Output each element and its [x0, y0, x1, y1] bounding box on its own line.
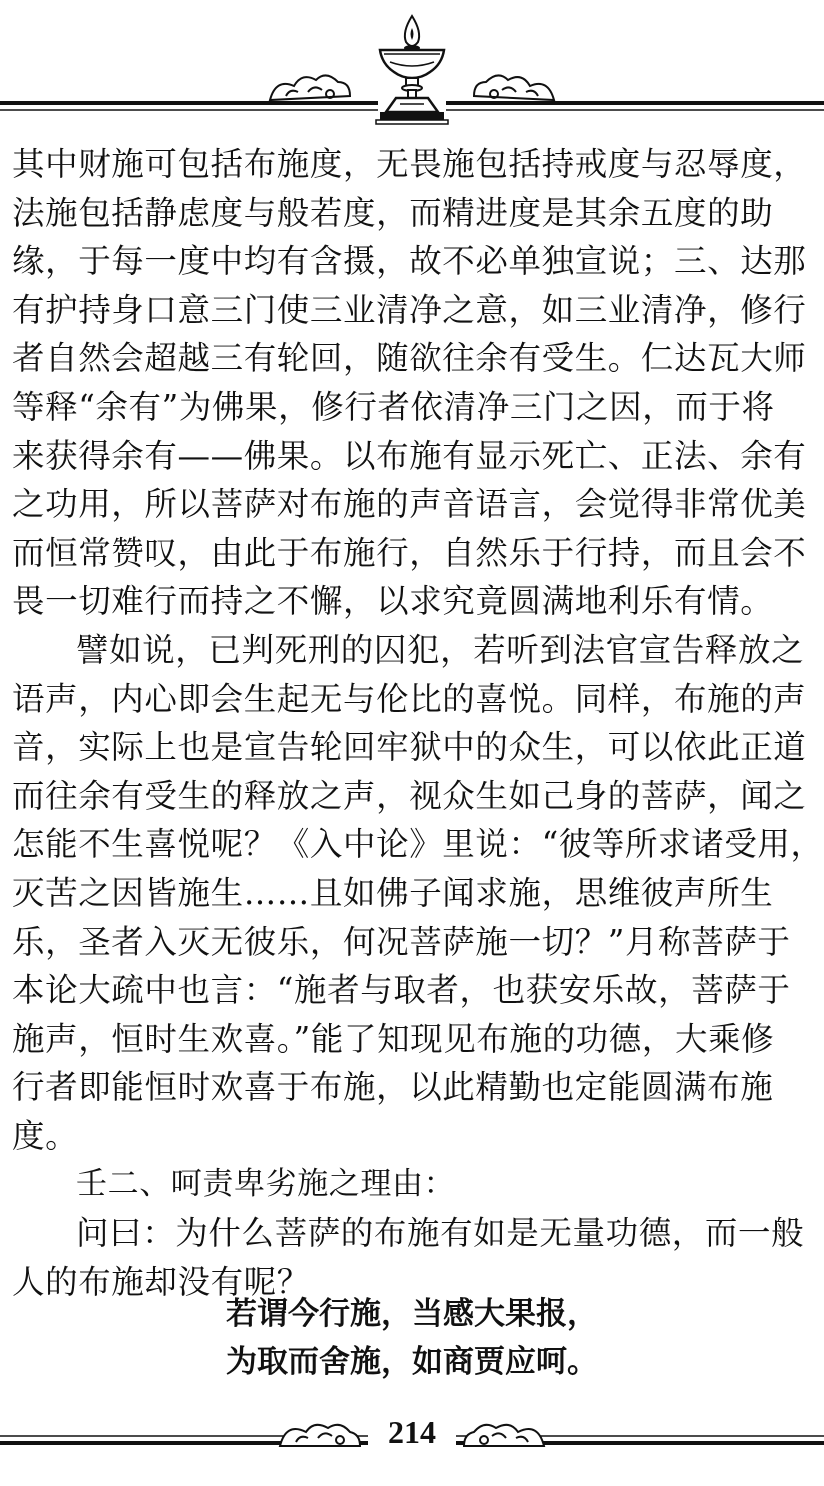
body-line: 灭苦之因皆施生……且如佛子闻求施，思维彼声所生: [12, 873, 774, 912]
paragraph-start-line: 譬如说，已判死刑的囚犯，若听到法官宣告释放之: [76, 630, 805, 669]
question-line: 人的布施却没有呢？: [12, 1262, 310, 1301]
body-line: 怎能不生喜悦呢？《入中论》里说：“彼等所求诸受用，: [12, 825, 824, 864]
question-line: 问曰：为什么菩萨的布施有如是无量功德，而一般: [76, 1214, 805, 1253]
section-heading: 壬二、呵责卑劣施之理由：: [76, 1166, 456, 1203]
page-number: 214: [388, 1414, 436, 1450]
body-line: 其中财施可包括布施度，无畏施包括持戒度与忍辱度，: [12, 145, 807, 183]
body-line: 度。: [12, 1116, 79, 1155]
body-line: 法施包括静虑度与般若度，而精进度是其余五度的助: [12, 193, 774, 232]
butter-lamp-icon: [0, 0, 824, 135]
body-line: 来获得余有——佛果。以布施有显示死亡、正法、余有: [12, 436, 807, 475]
body-line: 行者即能恒时欢喜于布施，以此精勤也定能圆满布施: [12, 1068, 774, 1107]
body-line: 音，实际上也是宣告轮回牢狱中的众生，可以依此正道: [12, 728, 807, 767]
verse-line: 若谓今行施，当感大果报，: [226, 1296, 598, 1332]
body-line: 缘，于每一度中均有含摄，故不必单独宣说；三、达那: [12, 242, 807, 281]
page-header-ornament: [0, 0, 824, 135]
right-cloud-icon: [474, 75, 554, 100]
body-line: 而往余有受生的释放之声，视众生如己身的菩萨，闻之: [12, 776, 807, 815]
body-line: 施声，恒时生欢喜。”能了知现见布施的功德，大乘修: [12, 1019, 775, 1058]
body-line: 乐，圣者入灭无彼乐，何况菩萨施一切？”月称菩萨于: [12, 922, 791, 961]
body-line: 语声，内心即会生起无与伦比的喜悦。同样，布施的声: [12, 679, 807, 718]
body-line: 而恒常赞叹，由此于布施行，自然乐于行持，而且会不: [12, 533, 807, 572]
body-line: 者自然会超越三有轮回，随欲往余有受生。仁达瓦大师: [12, 339, 807, 378]
body-line: 等释“余有”为佛果，修行者依清净三门之因，而于将: [12, 387, 775, 426]
body-line: 畏一切难行而持之不懈，以求究竟圆满地利乐有情。: [12, 582, 774, 621]
body-line: 有护持身口意三门使三业清净之意，如三业清净，修行: [12, 290, 807, 329]
verse-line: 为取而舍施，如商贾应呵。: [226, 1344, 598, 1380]
body-line: 之功用，所以菩萨对布施的声音语言，会觉得非常优美: [12, 485, 807, 524]
left-cloud-icon: [270, 75, 350, 100]
body-line: 本论大疏中也言：“施者与取者，也获安乐故，菩萨于: [12, 971, 791, 1010]
main-text: [12, 140, 824, 1306]
